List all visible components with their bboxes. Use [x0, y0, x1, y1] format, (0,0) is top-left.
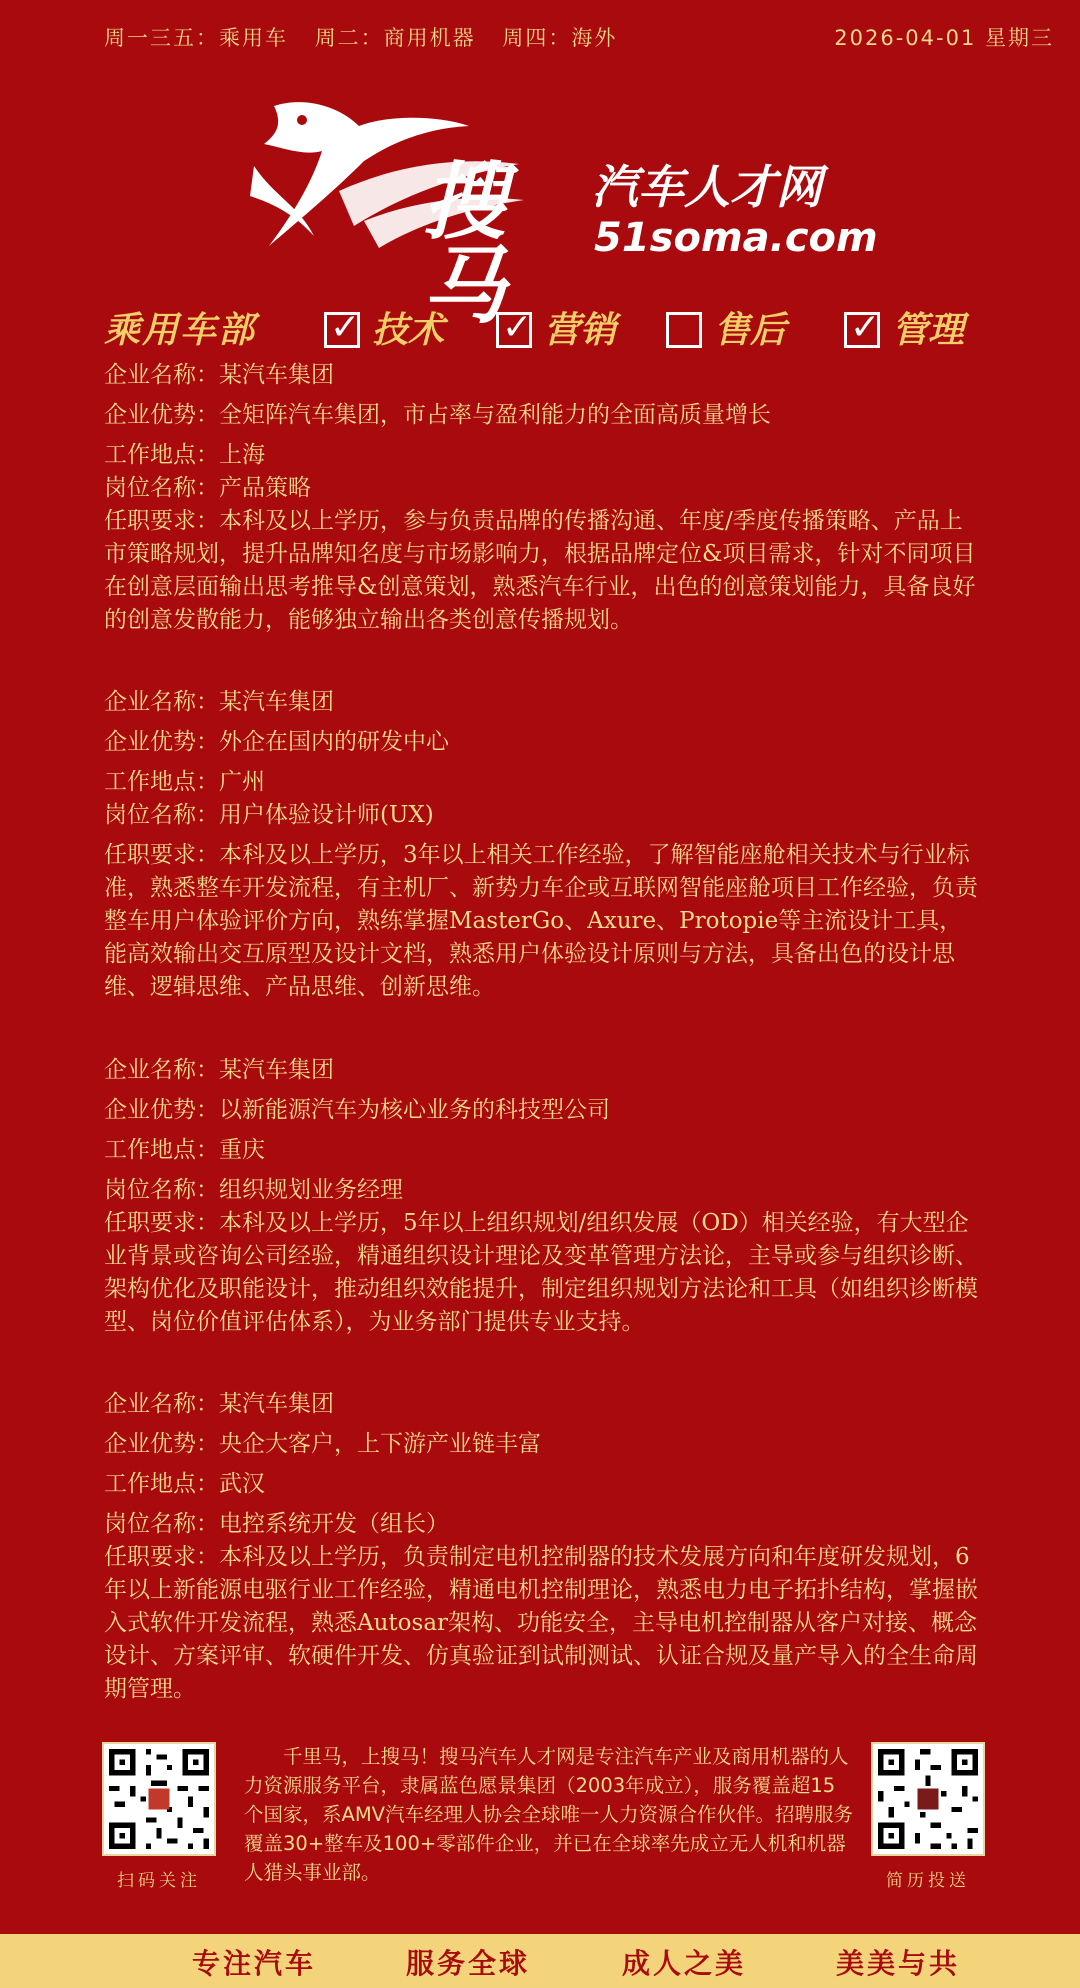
checkbox-checked-icon[interactable]: ✓	[844, 312, 880, 348]
company-advantage: 企业优势：央企大客户，上下游产业链丰富	[104, 1431, 541, 1457]
company-name: 企业名称：某汽车集团	[104, 362, 334, 388]
qr-caption-resume: 简历投送	[886, 1871, 970, 1891]
job-listing	[104, 1054, 984, 1339]
qr-code-resume[interactable]	[871, 1742, 985, 1856]
checkbox-checked-icon[interactable]: ✓	[496, 312, 532, 348]
work-location: 工作地点：武汉	[104, 1471, 265, 1497]
job-requirements: 任职要求：本科及以上学历，5年以上组织规划/组织发展（OD）相关经验，有大型企业背景或咨询公司经验，精通组织设计理论及变革管理方法论，主导或参与组织诊断、架构优化及职能设计，推动组织效能提升，制定组织规划方法论和工具（如组织诊断模型、岗位价值评估体系），为业务部门提供专业支持。	[104, 1210, 978, 1335]
intro-text: 千里马，上搜马！搜马汽车人才网是专注汽车产业及商用机器的人力资源服务平台，隶属蓝色愿景集团（2003年成立），服务覆盖超15个国家，系AMV汽车经理人协会全球唯一人力资源合作伙伴。招聘服务覆盖30+整车及100+零部件企业，并已在全球率先成立无人机和机器人猎头事业部。	[244, 1745, 854, 1884]
qr-code-icon	[104, 1744, 214, 1854]
slogan-item: 美美与共	[836, 1947, 961, 1980]
category-label: 管理	[892, 310, 965, 351]
category-title: 乘用车部	[104, 310, 257, 351]
category-marketing[interactable]	[496, 302, 616, 353]
position-name: 岗位名称：用户体验设计师(UX)	[104, 802, 434, 828]
date-label: 2026-04-01 星期三	[834, 26, 1054, 50]
footer	[102, 1742, 992, 1892]
work-location: 工作地点：重庆	[104, 1137, 265, 1163]
company-advantage: 企业优势：全矩阵汽车集团，市占率与盈利能力的全面高质量增长	[104, 402, 771, 428]
schedule-item: 周二：商用机器	[314, 26, 476, 50]
company-name: 企业名称：某汽车集团	[104, 1391, 334, 1417]
job-requirements: 任职要求：本科及以上学历，3年以上相关工作经验，了解智能座舱相关技术与行业标准，熟悉整车开发流程，有主机厂、新势力车企或互联网智能座舱项目工作经验，负责整车用户体验评价方向，熟练掌握MasterGo、Axure、Protopie等主流设计工具，能高效输出交互原型及设计文档，熟悉用户体验设计原则与方法，具备出色的设计思维、逻辑思维、产品思维、创新思维。	[104, 842, 978, 1000]
schedule	[104, 22, 635, 52]
category-aftersales[interactable]	[666, 302, 786, 353]
job-requirements: 任职要求：本科及以上学历，参与负责品牌的传播沟通、年度/季度传播策略、产品上市策略规划，提升品牌知名度与市场影响力，根据品牌定位&项目需求，针对不同项目在创意层面输出思考推导&创意策划，熟悉汽车行业，出色的创意策划能力，具备良好的创意发散能力，能够独立输出各类创意传播规划。	[104, 508, 976, 633]
company-name: 企业名称：某汽车集团	[104, 1057, 334, 1083]
logo-tagline: 汽车人才网	[592, 160, 822, 214]
position-name: 岗位名称：电控系统开发（组长）	[104, 1511, 449, 1537]
qr-code-follow[interactable]	[102, 1742, 216, 1856]
company-name: 企业名称：某汽车集团	[104, 689, 334, 715]
qr-code-icon	[873, 1744, 983, 1854]
checkbox-checked-icon[interactable]: ✓	[324, 312, 360, 348]
position-name: 岗位名称：组织规划业务经理	[104, 1177, 403, 1203]
slogan-bar	[0, 1934, 1080, 1988]
checkbox-empty-icon[interactable]	[666, 312, 702, 348]
schedule-item: 周四：海外	[502, 26, 618, 50]
slogan-item: 成人之美	[622, 1947, 747, 1980]
category-tech[interactable]	[324, 302, 444, 353]
logo-name: 搜马	[422, 153, 511, 335]
category-label: 技术	[372, 310, 445, 351]
job-listing	[104, 686, 984, 1004]
category-label: 营销	[544, 310, 617, 351]
job-listing	[104, 359, 984, 637]
qr-caption-follow: 扫码关注	[117, 1871, 201, 1891]
slogan-item: 专注汽车	[192, 1947, 317, 1980]
category-label: 售后	[714, 310, 787, 351]
slogan-item: 服务全球	[406, 1947, 531, 1980]
work-location: 工作地点：广州	[104, 769, 265, 795]
schedule-item: 周一三五：乘用车	[104, 26, 288, 50]
category-management[interactable]	[844, 302, 964, 353]
category-bar	[104, 302, 984, 350]
position-name: 岗位名称：产品策略	[104, 475, 311, 501]
company-advantage: 企业优势：外企在国内的研发中心	[104, 729, 449, 755]
top-bar	[104, 22, 1054, 52]
job-requirements: 任职要求：本科及以上学历，负责制定电机控制器的技术发展方向和年度研发规划，6年以上新能源电驱行业工作经验，精通电机控制理论，熟悉电力电子拓扑结构，掌握嵌入式软件开发流程，熟悉Autosar架构、功能安全，主导电机控制器从客户对接、概念设计、方案评审、软硬件开发、仿真验证到试制测试、认证合规及量产导入的全生命周期管理。	[104, 1544, 978, 1702]
work-location: 工作地点：上海	[104, 442, 265, 468]
logo-url: 51soma.com	[594, 215, 878, 261]
job-listing	[104, 1388, 984, 1706]
company-advantage: 企业优势：以新能源汽车为核心业务的科技型公司	[104, 1097, 610, 1123]
